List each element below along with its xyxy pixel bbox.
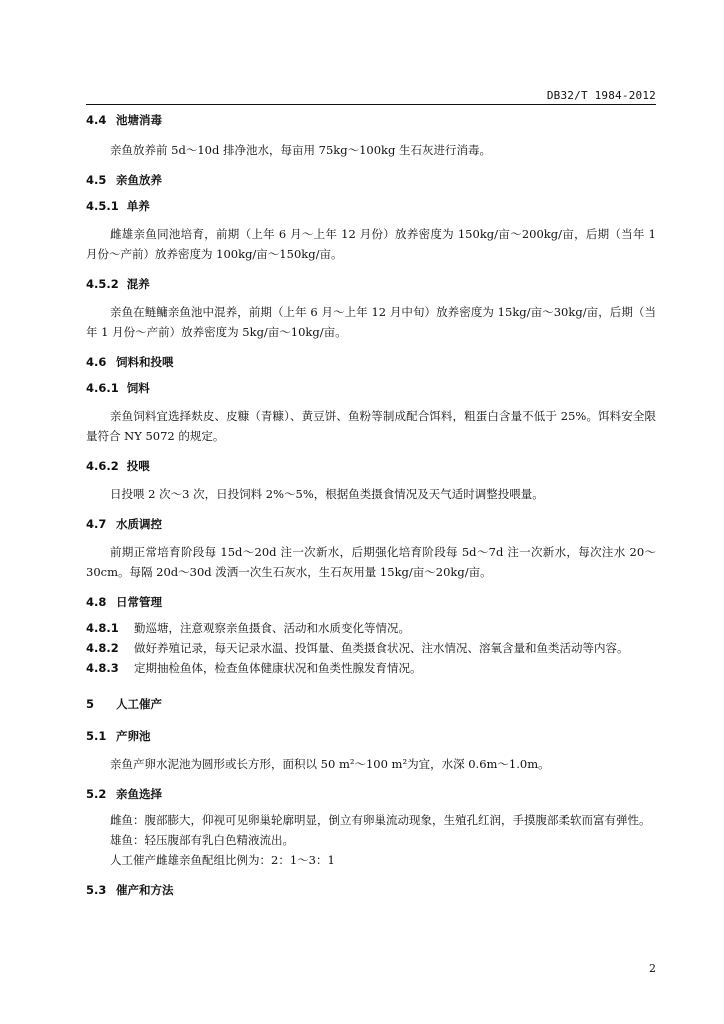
heading-5-2: 5.2 亲鱼选择 (86, 787, 162, 801)
paragraph-5-2-male: 雄鱼：轻压腹部有乳白色精液流出。 (110, 833, 294, 847)
heading-4-7: 4.7 水质调控 (86, 517, 162, 531)
paragraph-4-5-2: 亲鱼在鲢鳙亲鱼池中混养，前期（上年 6 月～上年 12 月中旬）放养密度为 15kg/亩～30kg/亩，后期（当年 1 月份～产前）放养密度为 5kg/亩～10kg/亩。 (86, 305, 656, 339)
heading-5-3: 5.3 催产和方法 (86, 883, 174, 897)
paragraph-4-5-1: 雌雄亲鱼同池培育，前期（上年 6 月～上年 12 月份）放养密度为 150kg/亩～200kg/亩，后期（当年 1 月份～产前）放养密度为 100kg/亩～150kg/亩。 (86, 227, 656, 261)
document-body (86, 112, 656, 898)
heading-4-5-1: 4.5.1 单养 (86, 199, 150, 213)
heading-5-1: 5.1 产卵池 (86, 729, 151, 743)
paragraph-4-6-1: 亲鱼饲料宜选择麸皮、皮糠（青糠）、黄豆饼、鱼粉等制成配合饵料，粗蛋白含量不低于 25%。饵料安全限量符合 NY 5072 的规定。 (86, 409, 656, 443)
heading-4-6-1: 4.6.1 饲料 (86, 381, 150, 395)
heading-4-4: 4.4 池塘消毒 (86, 113, 162, 127)
header-rule (86, 104, 656, 105)
paragraph-4-7: 前期正常培育阶段每 15d～20d 注一次新水，后期强化培育阶段每 5d～7d 注一次新水，每次注水 20～30cm。每隔 20d～30d 泼洒一次生石灰水，生石灰用量 15kg/亩～20kg/亩。 (86, 545, 656, 579)
item-4-8-1: 4.8.1 勤巡塘，注意观察亲鱼摄食、活动和水质变化等情况。 (86, 621, 410, 635)
page-number: 2 (649, 962, 656, 975)
heading-5: 5 人工催产 (86, 697, 162, 711)
item-4-8-3: 4.8.3 定期抽检鱼体，检查鱼体健康状况和鱼类性腺发育情况。 (86, 661, 422, 675)
paragraph-5-1: 亲鱼产卵水泥池为圆形或长方形，面积以 50 m²～100 m²为宜，水深 0.6m～1.0m。 (110, 757, 550, 771)
paragraph-5-2-ratio: 人工催产雌雄亲鱼配组比例为：2：1～3：1 (110, 853, 335, 867)
paragraph-4-6-2: 日投喂 2 次～3 次，日投饲料 2%～5%，根据鱼类摄食情况及天气适时调整投喂量。 (110, 487, 544, 501)
heading-4-5-2: 4.5.2 混养 (86, 277, 150, 291)
paragraph-4-4: 亲鱼放养前 5d～10d 排净池水，每亩用 75kg～100kg 生石灰进行消毒。 (110, 143, 492, 157)
item-4-8-2: 4.8.2 做好养殖记录，每天记录水温、投饵量、鱼类摄食状况、注水情况、溶氧含量和鱼类活动等内容。 (86, 641, 629, 655)
paragraph-5-2-female: 雌鱼：腹部膨大，仰视可见卵巢轮廓明显，倒立有卵巢流动现象，生殖孔红润，手摸腹部柔软而富有弹性。 (110, 813, 651, 827)
standard-code: DB32/T 1984-2012 (546, 89, 656, 102)
heading-4-6: 4.6 饲料和投喂 (86, 355, 174, 369)
heading-4-8: 4.8 日常管理 (86, 595, 162, 609)
heading-4-5: 4.5 亲鱼放养 (86, 173, 162, 187)
heading-4-6-2: 4.6.2 投喂 (86, 459, 150, 473)
